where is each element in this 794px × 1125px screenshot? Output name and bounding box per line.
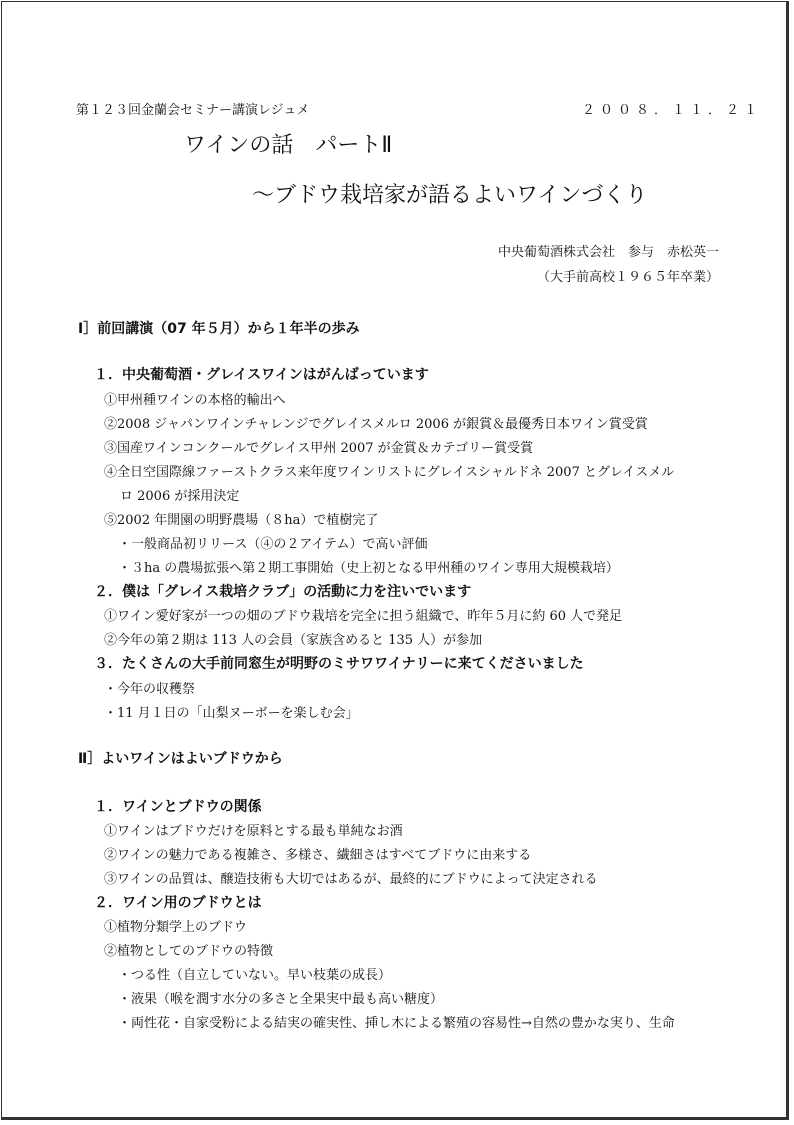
subsection-heading: ２．僕は「グレイス栽培クラブ」の活動に力を注いでいます bbox=[94, 584, 472, 600]
list-item: ③国産ワインコンクールでグレイス甲州 2007 が金賞＆カテゴリー賞受賞 bbox=[104, 441, 534, 456]
list-item: ②ワインの魅力である複雑さ、多様さ、繊細さはすべてブドウに由来する bbox=[104, 848, 532, 863]
list-item: ・両性花・自家受粉による結実の確実性、挿し木による繁殖の容易性→自然の豊かな実り、生命 bbox=[118, 1016, 675, 1031]
list-item: ・液果（喉を潤す水分の多さと全果実中最も高い糖度） bbox=[118, 992, 444, 1007]
section-heading: Ⅰ］前回講演（07 年５月）から１年半の歩み bbox=[78, 321, 360, 337]
subsection-heading: ２．ワイン用のブドウとは bbox=[94, 895, 262, 911]
author-note: （大手前高校１９６５年卒業） bbox=[536, 270, 719, 285]
document-subtitle: ～ブドウ栽培家が語るよいワインづくり bbox=[252, 183, 648, 208]
author-name: 中央葡萄酒株式会社 参与 赤松英一 bbox=[497, 245, 719, 260]
list-item: ①甲州種ワインの本格的輸出へ bbox=[104, 393, 286, 408]
subsection-heading: １．中央葡萄酒・グレイスワインはがんばっています bbox=[94, 367, 429, 383]
list-item: ②植物としてのブドウの特徴 bbox=[104, 944, 274, 959]
list-item: ①ワインはブドウだけを原料とする最も単純なお酒 bbox=[104, 824, 403, 839]
list-item: ①ワイン愛好家が一つの畑のブドウ栽培を完全に担う組織で、昨年５月に約 60 人で発足 bbox=[104, 609, 623, 624]
list-item: ③ワインの品質は、醸造技術も大切ではあるが、最終的にブドウによって決定される bbox=[104, 872, 598, 887]
list-item: ロ 2006 が採用決定 bbox=[120, 489, 240, 504]
list-item: ・11 月１日の「山梨ヌーボーを楽しむ会」 bbox=[104, 706, 359, 721]
subsection-heading: １．ワインとブドウの関係 bbox=[94, 799, 262, 815]
list-item: ・一般商品初リリース（④の２アイテム）で高い評価 bbox=[118, 537, 428, 552]
list-item: ①植物分類学上のブドウ bbox=[104, 920, 248, 935]
section-heading: Ⅱ］よいワインはよいブドウから bbox=[78, 751, 283, 767]
list-item: ②2008 ジャパンワインチャレンジでグレイスメルロ 2006 が銀賞＆最優秀日本ワイン賞受賞 bbox=[104, 417, 648, 432]
subsection-heading: ３．たくさんの大手前同窓生が明野のミサワワイナリーに来てくださいました bbox=[94, 656, 584, 672]
list-item: ④全日空国際線ファーストクラス来年度ワインリストにグレイスシャルドネ 2007 とグレイスメル bbox=[104, 465, 675, 480]
document-title: ワインの話 パートⅡ bbox=[184, 133, 393, 158]
list-item: ・今年の収穫祭 bbox=[104, 682, 196, 697]
list-item: ・３ha の農場拡張へ第２期工事開始（史上初となる甲州種のワイン専用大規模栽培） bbox=[118, 561, 619, 576]
list-item: ⑤2002 年開園の明野農場（８ha）で植樹完了 bbox=[104, 513, 379, 528]
document-date: ２００８．１１．２１ bbox=[582, 103, 763, 118]
list-item: ・つる性（自立していない。早い枝葉の成長） bbox=[118, 968, 392, 983]
seminar-header: 第１２３回金蘭会セミナー講演レジュメ bbox=[76, 103, 310, 118]
list-item: ②今年の第２期は 113 人の会員（家族含めると 135 人）が参加 bbox=[104, 633, 483, 648]
